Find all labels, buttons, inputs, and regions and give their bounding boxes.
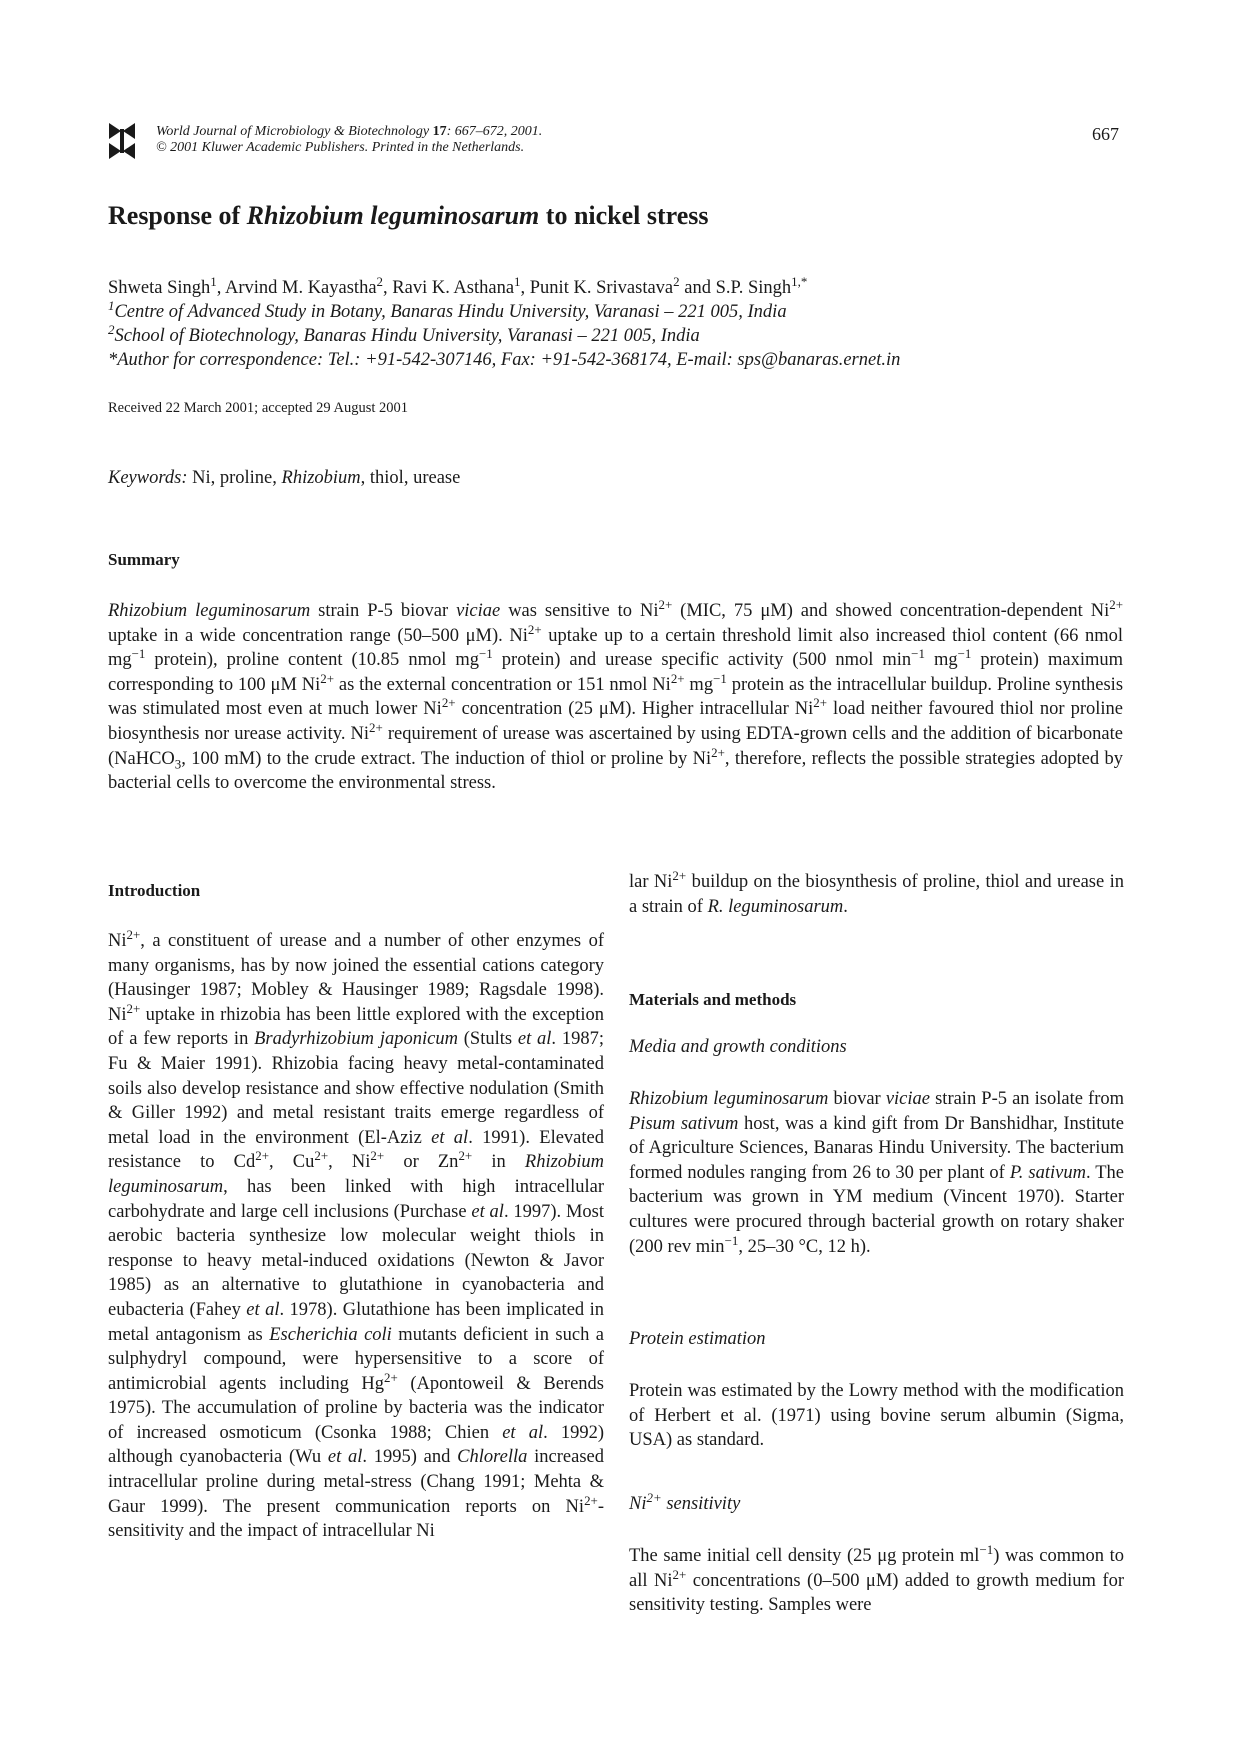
page-number: 667 bbox=[1092, 124, 1119, 144]
introduction-paragraph: $Ni^{2+}$, a constituent of urease and a number of other enzymes of many organisms, has by now joined the essential cations category (Hausinger 1987; Mobley & Hausinger 1989; Ragsdale 1998). $Ni^{2+}$ uptake in rhizobia has been little explored with the exception of a few reports in Bradyrhizobium japonicum (Stults et al. 1987; Fu & Maier 1991). Rhizobia facing heavy metal-contaminated soils also develop resistance and show effective nodulation (Smith & Giller 1992) and metal resistant traits emerge regardless of metal load in the environment (El-Aziz et al. 1991). Elevated resistance to $Cd^{2+}$, $Cu^{2+}$, $Ni^{2+}$ or $Zn^{2+}$ in Rhizobium leguminosarum, has been linked with high intracellular carbohydrate and large cell inclusions (Purchase et al. 1997). Most aerobic bacteria synthesize low molecular weight thiols in response to heavy metal-induced oxidations (Newton & Javor 1985) as an alternative to glutathione in cyanobacteria and eubacteria (Fahey et al. 1978). Glutathione has been implicated in metal antagonism as Escherichia coli mutants deficient in such a sulphydryl compound, were hypersensitive to a score of antimicrobial agents including $Hg^{2+}$ (Apontoweil & Berends 1975). The accumulation of proline by bacteria was the indicator of increased osmoticum (Csonka 1988; Chien et al. 1992) although cyanobacteria (Wu et al. 1995) and Chlorella increased intracellular proline during metal-stress (Chang 1991; Mehta & Gaur 1999). The present communication reports on $Ni^{2+}$-sensitivity and the impact of intracellular Ni bbox=[108, 926, 605, 1542]
paper-title: Response of Rhizobium leguminosarum to nickel stress bbox=[108, 201, 709, 230]
journal-name: World Journal of Microbiology & Biotechnology bbox=[156, 124, 430, 139]
keywords-label: Keywords: bbox=[108, 468, 188, 488]
protein-paragraph: Protein was estimated by the Lowry method with the modification of Herbert et al. (1971) using bovine serum albumin (Sigma, USA) as standard. bbox=[629, 1381, 1124, 1451]
journal-volume: 17 bbox=[432, 124, 447, 139]
title-organism: Rhizobium leguminosarum bbox=[246, 201, 540, 230]
copyright-line: © 2001 Kluwer Academic Publishers. Printed in the Netherlands. bbox=[156, 140, 525, 155]
affiliation-1: $^1$Centre of Advanced Study in Botany, Banaras Hindu University, Varanasi – 221 005, India bbox=[108, 297, 787, 322]
media-paragraph: Rhizobium leguminosarum biovar viciae strain P-5 an isolate from Pisum sativum host, was a kind gift from Dr Banshidhar, Institute of Agriculture Sciences, Banaras Hindu University. The bacterium formed nodules ranging from 26 to 30 per plant of P. sativum. The bacterium was grown in YM medium (Vincent 1970). Starter cultures were procured through bacterial growth on rotary shaker (200 rev $\min^{-1}$, 25–30 °C, 12 h). bbox=[629, 1089, 1125, 1257]
affiliation-2: $^2$School of Biotechnology, Banaras Hindu University, Varanasi – 221 005, India bbox=[108, 321, 700, 346]
introduction-heading: Introduction bbox=[108, 881, 201, 900]
journal-pages: : 667–672, 2001. bbox=[446, 124, 543, 139]
keywords: Keywords: Ni, proline, Rhizobium, thiol, urease bbox=[108, 468, 461, 488]
journal-citation bbox=[156, 124, 756, 156]
summary-heading: Summary bbox=[108, 550, 180, 569]
media-subheading: Media and growth conditions bbox=[629, 1037, 847, 1057]
methods-heading: Materials and methods bbox=[629, 990, 797, 1009]
protein-subheading: Protein estimation bbox=[629, 1329, 766, 1349]
received-dates: Received 22 March 2001; accepted 29 August 2001 bbox=[108, 400, 408, 416]
ni-sensitivity-paragraph: The same initial cell density (25 μg protein $ml^{-1}$) was common to all $Ni^{2+}$ concentrations (0–500 μM) added to growth medium for sensitivity testing. Samples were bbox=[629, 1541, 1125, 1616]
correspondence: *Author for correspondence: Tel.: +91-542-307146, Fax: +91-542-368174, E-mail: sps@banaras.ernet.in bbox=[108, 350, 901, 370]
summary-paragraph: Rhizobium leguminosarum strain P-5 biovar viciae was sensitive to $Ni^{2+}$ (MIC, 75 μM) and showed concentration-dependent $Ni^{2+}$ uptake in a wide concentration range (50–500 μM). $Ni^{2+}$ uptake up to a certain threshold limit also increased thiol content (66 nmol $mg^{-1}$ protein), proline content (10.85 nmol $mg^{-1}$ protein) and urease specific activity (500 nmol $\min^{-1} mg^{-1}$ protein) maximum corresponding to 100 μM $Ni^{2+}$ as the external concentration or 151 nmol $Ni^{2+}$ $mg^{-1}$ protein as the intracellular buildup. Proline synthesis was stimulated most even at much lower $Ni^{2+}$ concentration (25 μM). Higher intracellular $Ni^{2+}$ load neither favoured thiol nor proline biosynthesis nor urease activity. $Ni^{2+}$ requirement of urease was ascertained by using EDTA-grown cells and the addition of bicarbonate (NaHCO$_3$, 100 mM) to the crude extract. The induction of thiol or proline by $Ni^{2+}$, therefore, reflects the possible strategies adopted by bacterial cells to overcome the environmental stress. bbox=[108, 596, 1124, 794]
author-list: Shweta Singh$^1$, Arvind M. Kayastha$^2$, Ravi K. Asthana$^1$, Punit K. Srivastava$^2$ and S.P. Singh$^{1,*}$ bbox=[108, 273, 808, 298]
ni-sensitivity-subheading: $Ni^{2+}$ sensitivity bbox=[629, 1489, 741, 1514]
introduction-continuation: lar $Ni^{2+}$ buildup on the biosynthesis of proline, thiol and urease in a strain of R. leguminosarum. bbox=[629, 867, 1125, 917]
publisher-logo-icon bbox=[107, 121, 137, 161]
